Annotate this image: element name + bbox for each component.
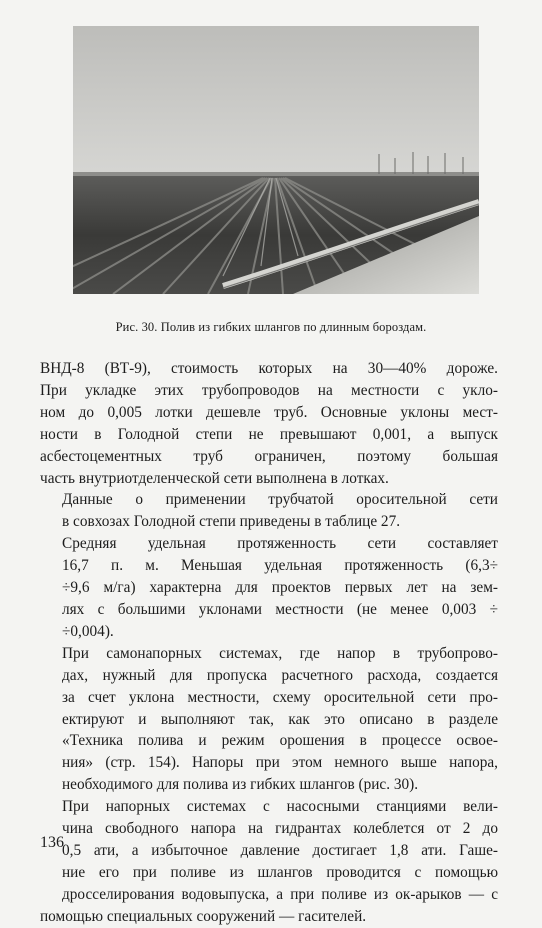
text-line: ектируют и выполняют так, как это описано в разделе bbox=[62, 710, 498, 728]
text-line: чина свободного напора на гидрантах колеблется от 2 до bbox=[62, 820, 498, 838]
paragraph bbox=[40, 358, 498, 489]
text-line: ВНД-8 (ВТ-9), стоимость которых на 30—40% дороже. bbox=[40, 360, 498, 377]
text-line: дросселирования водовыпуска, а при поливе из ок-арыков — с помощью специальных сооружений — гасителей. bbox=[40, 885, 498, 925]
text-line: ности в Голодной степи не превышают 0,001, а выпуск bbox=[40, 425, 498, 443]
text-line: При самонапорных системах, где напор в трубопрово- bbox=[62, 644, 498, 662]
figure-caption: Рис. 30. Полив из гибких шлангов по длинным бороздам. bbox=[115, 320, 427, 334]
text-line: 0,5 ати, а избыточное давление достигает 1,8 ати. Гаше- bbox=[62, 841, 498, 859]
text-line: ном до 0,005 лотки дешевле труб. Основные уклоны мест- bbox=[40, 403, 498, 421]
text-line: ние его при поливе из шлангов проводится с помощью bbox=[62, 863, 498, 881]
figure-photo bbox=[73, 26, 479, 294]
text-line: часть внутриотделенческой сети выполнена в лотках. bbox=[40, 469, 389, 487]
text-line: Данные о применении трубчатой оросительной сети bbox=[62, 491, 498, 509]
paragraph bbox=[40, 489, 498, 533]
text-line: Средняя удельная протяженность сети составляет bbox=[62, 535, 498, 553]
text-line: ÷9,6 м/га) характерна для проектов первых лет на зем- bbox=[62, 579, 498, 597]
text-line: за счет уклона местности, схему оросительной сети про- bbox=[62, 688, 498, 706]
text-line: ния» (стр. 154). Напоры при этом немного выше напора, bbox=[62, 754, 498, 772]
page-number: 136 bbox=[40, 834, 64, 851]
text-line: При напорных системах с насосными станциями вели- bbox=[62, 798, 498, 816]
text-line: «Техника полива и режим орошения в процессе освое- bbox=[62, 732, 498, 750]
text-line: При укладке этих трубопроводов на местности с укло- bbox=[40, 381, 498, 399]
text-line: асбестоцементных труб ограничен, поэтому большая bbox=[40, 447, 498, 465]
paragraph bbox=[40, 533, 498, 643]
text-line: лях с большими уклонами местности (не менее 0,003 ÷ bbox=[62, 600, 498, 618]
text-line: 16,7 п. м. Меньшая удельная протяженность (6,3÷ bbox=[62, 557, 498, 575]
text-line: ÷0,004). bbox=[62, 622, 114, 640]
paragraph bbox=[40, 643, 498, 796]
paragraph bbox=[40, 796, 498, 927]
text-line: в совхозах Голодной степи приведены в таблице 27. bbox=[62, 513, 401, 531]
irrigation-field-image bbox=[73, 26, 479, 294]
text-line: необходимого для полива из гибких шлангов (рис. 30). bbox=[62, 776, 419, 794]
body-text bbox=[40, 358, 498, 928]
text-line: дах, нужный для пропуска расчетного расхода, создается bbox=[62, 666, 498, 684]
